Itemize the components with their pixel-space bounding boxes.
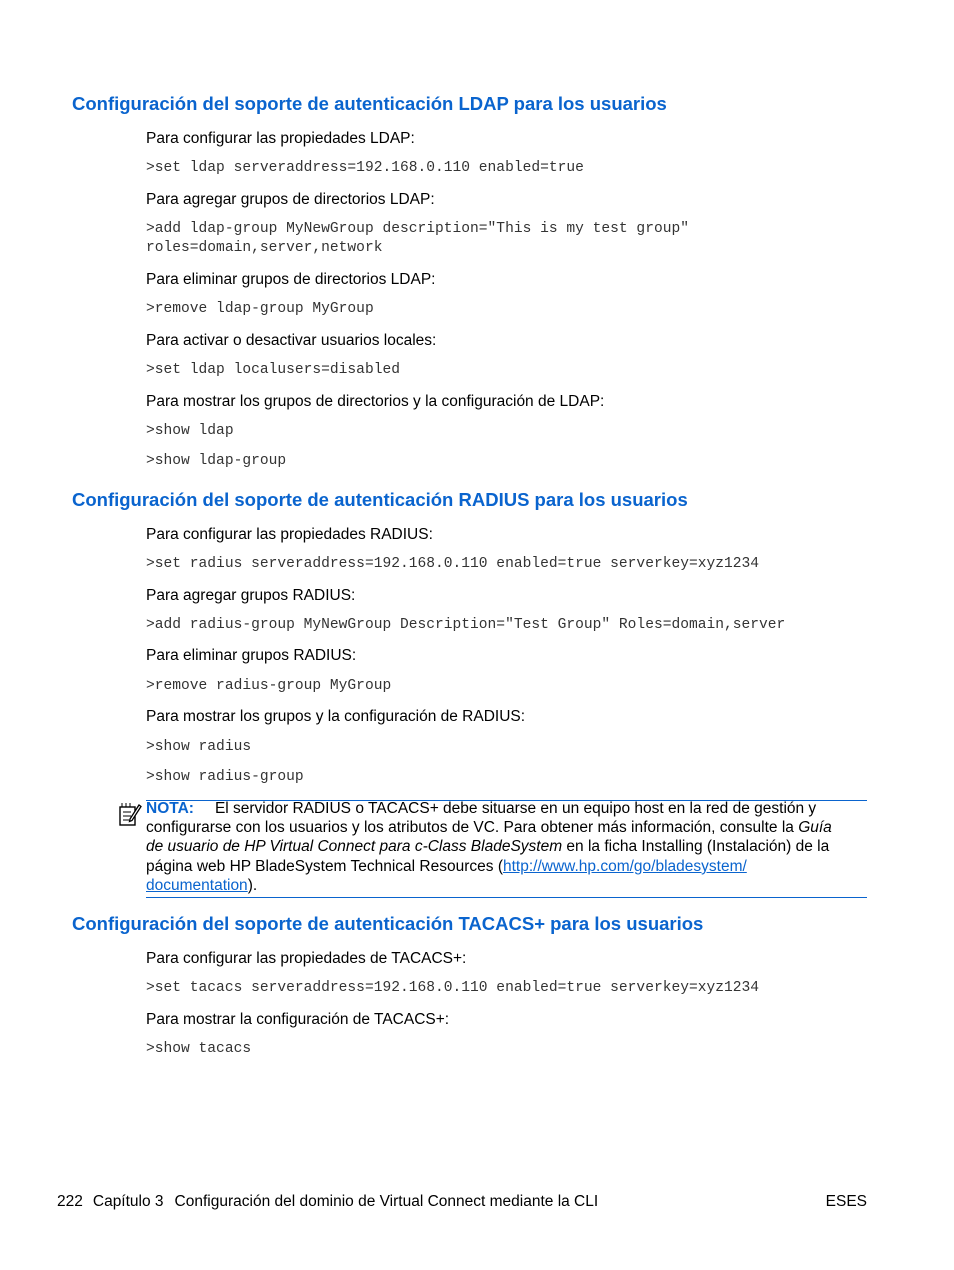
- paragraph: Para configurar las propiedades de TACACS+:: [146, 950, 467, 967]
- code-line: >set tacacs serveraddress=192.168.0.110 enabled=true serverkey=xyz1234: [146, 980, 760, 996]
- code-line: >set radius serveraddress=192.168.0.110 enabled=true serverkey=xyz1234: [146, 556, 760, 572]
- code-line: >show radius-group: [146, 769, 304, 785]
- note-italic: Guía: [798, 819, 832, 836]
- code-line: >set ldap serveraddress=192.168.0.110 enabled=true: [146, 160, 584, 176]
- paragraph: Para mostrar la configuración de TACACS+:: [146, 1011, 450, 1028]
- code-line: >remove ldap-group MyGroup: [146, 301, 374, 317]
- paragraph: Para configurar las propiedades LDAP:: [146, 130, 415, 147]
- chapter-label: Capítulo 3: [92, 1193, 164, 1210]
- section-heading-tacacs: Configuración del soporte de autenticación TACACS+ para los usuarios: [72, 913, 704, 934]
- paragraph: Para mostrar los grupos y la configuración de RADIUS:: [146, 708, 526, 725]
- code-line: >show ldap-group: [146, 453, 287, 469]
- code-line: >show ldap: [146, 423, 234, 439]
- code-line: >show radius: [146, 739, 252, 755]
- note-text: página web HP BladeSystem Technical Resources (: [146, 858, 503, 875]
- code-line: >remove radius-group MyGroup: [146, 678, 392, 694]
- page-footer: [57, 1192, 598, 1211]
- note-line-5: [146, 876, 257, 896]
- code-line: >set ldap localusers=disabled: [146, 362, 400, 378]
- paragraph: Para mostrar los grupos de directorios y la configuración de LDAP:: [146, 393, 605, 410]
- bladesystem-link[interactable]: http://www.hp.com/go/bladesystem/: [502, 858, 747, 875]
- paragraph: Para agregar grupos de directorios LDAP:: [146, 191, 435, 208]
- note-text: configurarse con los usuarios y los atributos de VC. Para obtener más información, consulte la: [146, 819, 799, 836]
- paragraph: Para activar o desactivar usuarios locales:: [146, 332, 437, 349]
- page-number: 222: [57, 1193, 83, 1210]
- code-line: >add radius-group MyNewGroup Description="Test Group" Roles=domain,server: [146, 617, 786, 633]
- paragraph: Para eliminar grupos RADIUS:: [146, 647, 357, 664]
- paragraph: Para configurar las propiedades RADIUS:: [146, 526, 433, 543]
- paragraph: Para agregar grupos RADIUS:: [146, 587, 356, 604]
- footer-lang: ESES: [825, 1193, 867, 1210]
- code-line: >add ldap-group MyNewGroup description="This is my test group": [146, 221, 689, 237]
- note-bottom-rule: [146, 897, 867, 898]
- note-text: ).: [247, 877, 258, 894]
- paragraph: Para eliminar grupos de directorios LDAP:: [146, 271, 436, 288]
- note-label: NOTA:: [146, 800, 194, 817]
- note-line-3: [146, 837, 829, 857]
- note-line-1: [146, 799, 816, 819]
- code-line: roles=domain,server,network: [146, 240, 383, 256]
- note-text: en la ficha Installing (Instalación) de la: [562, 838, 830, 855]
- code-line: >show tacacs: [146, 1041, 252, 1057]
- note-line-2: [146, 818, 832, 838]
- note-italic: de usuario de HP Virtual Connect para c-Class BladeSystem: [146, 838, 563, 855]
- note-text: El servidor RADIUS o TACACS+ debe situarse en un equipo host en la red de gestión y: [214, 800, 817, 817]
- note-line-4: [146, 857, 747, 877]
- section-heading-ldap: Configuración del soporte de autenticación LDAP para los usuarios: [72, 93, 667, 114]
- chapter-title: Configuración del dominio de Virtual Connect mediante la CLI: [174, 1193, 599, 1210]
- documentation-link[interactable]: documentation: [146, 877, 248, 894]
- section-heading-radius: Configuración del soporte de autenticación RADIUS para los usuarios: [72, 489, 688, 510]
- note-pencil-icon: [118, 801, 142, 827]
